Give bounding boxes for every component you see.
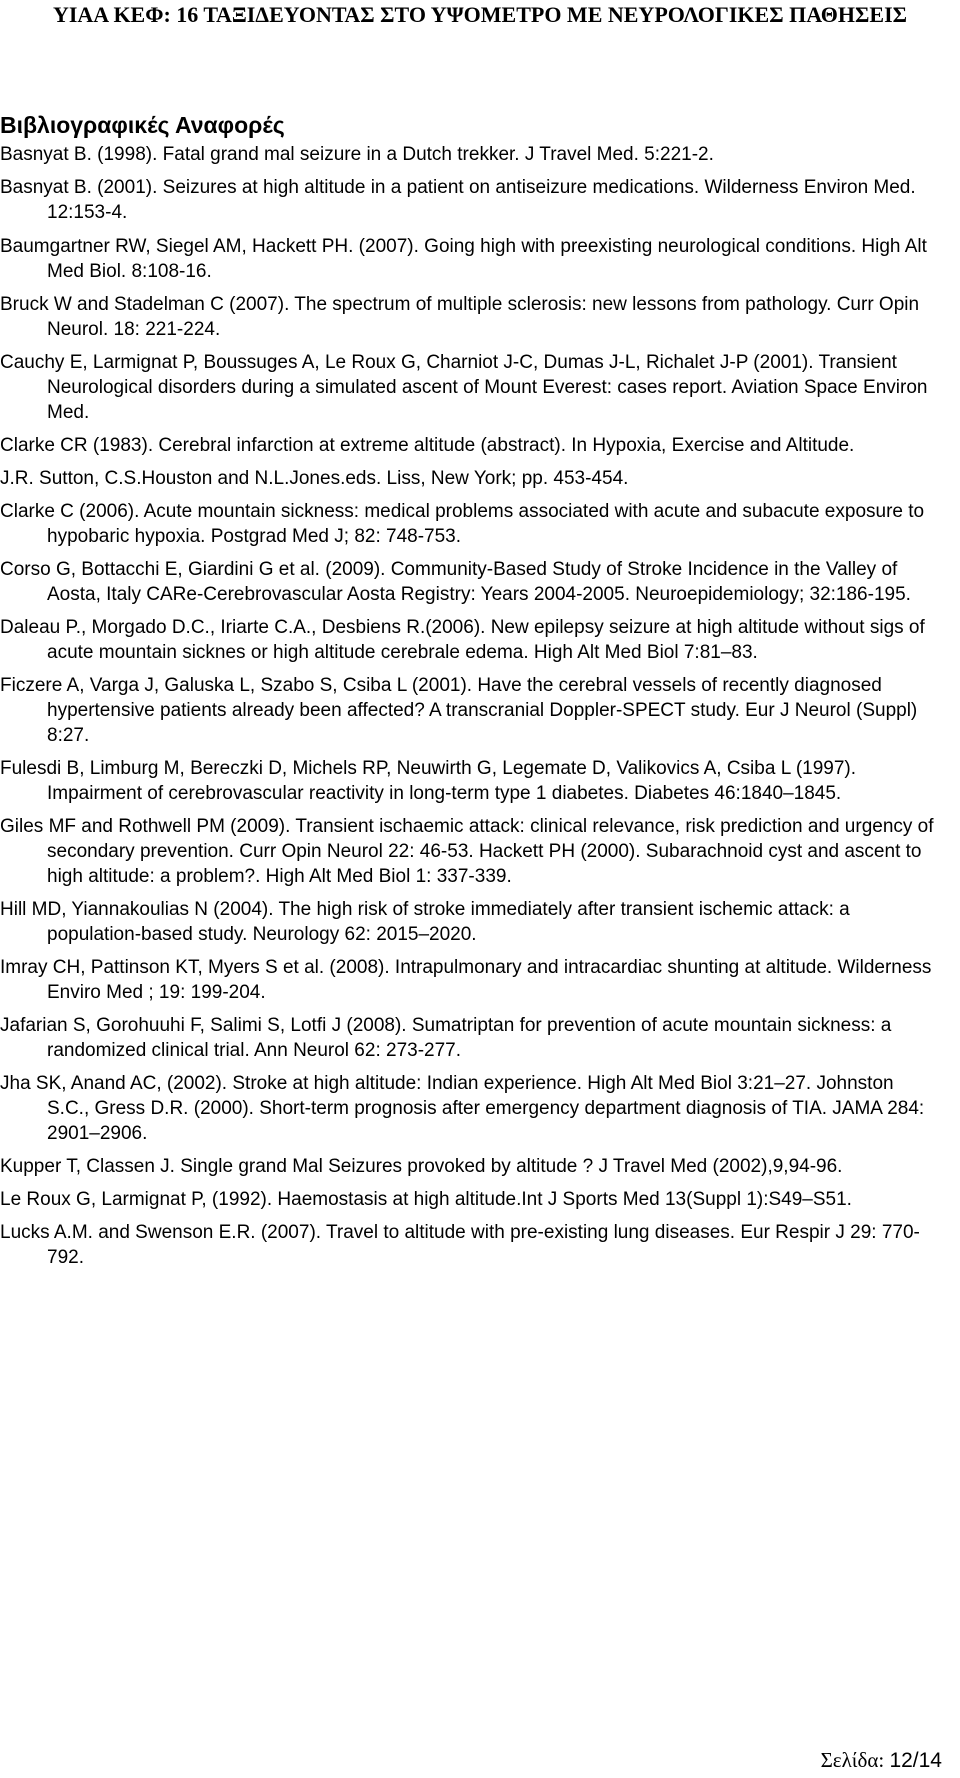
reference-list	[0, 142, 940, 1270]
page-label: Σελίδα:	[820, 1748, 885, 1772]
reference-item: Cauchy E, Larmignat P, Boussuges A, Le Roux G, Charniot J-C, Dumas J-L, Richalet J-P (2001). Transient Neurological disorders during a simulated ascent of Mount Everest: cases report. Aviation Space Environ Med.	[0, 352, 928, 423]
reference-item: Basnyat B. (2001). Seizures at high altitude in a patient on antiseizure medications. Wilderness Environ Med. 12:153-4.	[0, 177, 916, 223]
page-header: ΥΙΑΑ ΚΕΦ: 16 ΤΑΞΙΔΕΥΟΝΤΑΣ ΣΤΟ ΥΨΟΜΕΤΡΟ ΜΕ ΝΕΥΡΟΛΟΓΙΚΕΣ ΠΑΘΗΣΕΙΣ	[52, 2, 908, 27]
reference-item: Jha SK, Anand AC, (2002). Stroke at high altitude: Indian experience. High Alt Med Biol 3:21–27. Johnston S.C., Gress D.R. (2000). Short-term prognosis after emergency department diagnosis of TIA. JAMA 284: 2901–2906.	[0, 1073, 925, 1144]
reference-item: Corso G, Bottacchi E, Giardini G et al. (2009). Community-Based Study of Stroke Incidence in the Valley of Aosta, Italy CARe-Cerebrovascular Aosta Registry: Years 2004-2005. Neuroepidemiology; 32:186-195.	[0, 559, 911, 605]
reference-item: Clarke CR (1983). Cerebral infarction at extreme altitude (abstract). In Hypoxia, Exercise and Altitude.	[0, 435, 855, 456]
reference-item: Bruck W and Stadelman C (2007). The spectrum of multiple sclerosis: new lessons from pathology. Curr Opin Neurol. 18: 221-224.	[0, 294, 920, 340]
page-number	[821, 1748, 942, 1773]
reference-item: Jafarian S, Gorohuuhi F, Salimi S, Lotfi J (2008). Sumatriptan for prevention of acute mountain sickness: a randomized clinical trial. Ann Neurol 62: 273-277.	[0, 1015, 892, 1061]
page-count: 12/14	[889, 1749, 942, 1772]
reference-item: Daleau P., Morgado D.C., Iriarte C.A., Desbiens R.(2006). New epilepsy seizure at high altitude without sigs of acute mountain sicknes or high altitude cerebrale edema. High Alt Med Biol 7:81–83.	[0, 617, 925, 663]
reference-item: Baumgartner RW, Siegel AM, Hackett PH. (2007). Going high with preexisting neurological conditions. High Alt Med Biol. 8:108-16.	[0, 236, 927, 282]
reference-item: Giles MF and Rothwell PM (2009). Transient ischaemic attack: clinical relevance, risk prediction and urgency of secondary prevention. Curr Opin Neurol 22: 46-53. Hackett PH (2000). Subarachnoid cyst and ascent to high altitude: a problem?. High Alt Med Biol 1: 337-339.	[0, 816, 934, 887]
reference-item: Ficzere A, Varga J, Galuska L, Szabo S, Csiba L (2001). Have the cerebral vessels of recently diagnosed hypertensive patients already been affected? A transcranial Doppler-SPECT study. Eur J Neurol (Suppl) 8:27.	[0, 675, 918, 746]
reference-item: Kupper T, Classen J. Single grand Mal Seizures provoked by altitude ? J Travel Med (2002),9,94-96.	[0, 1156, 843, 1177]
reference-item: J.R. Sutton, C.S.Houston and N.L.Jones.eds. Liss, New York; pp. 453-454.	[0, 468, 629, 489]
reference-item: Imray CH, Pattinson KT, Myers S et al. (2008). Intrapulmonary and intracardiac shunting at altitude. Wilderness Enviro Med ; 19: 199-204.	[0, 957, 932, 1003]
reference-item: Le Roux G, Larmignat P, (1992). Haemostasis at high altitude.Int J Sports Med 13(Suppl 1):S49–S51.	[0, 1189, 852, 1210]
reference-item: Basnyat B. (1998). Fatal grand mal seizure in a Dutch trekker. J Travel Med. 5:221-2.	[0, 144, 714, 165]
reference-item: Hill MD, Yiannakoulias N (2004). The high risk of stroke immediately after transient ischemic attack: a population-based study. Neurology 62: 2015–2020.	[0, 899, 850, 945]
reference-item: Fulesdi B, Limburg M, Bereczki D, Michels RP, Neuwirth G, Legemate D, Valikovics A, Csiba L (1997). Impairment of cerebrovascular reactivity in long-term type 1 diabetes. Diabetes 46:1840–1845.	[0, 758, 857, 804]
section-title: Βιβλιογραφικές Αναφορές	[0, 112, 285, 138]
reference-item: Lucks A.M. and Swenson E.R. (2007). Travel to altitude with pre-existing lung diseases. Eur Respir J 29: 770-792.	[0, 1222, 920, 1268]
reference-item: Clarke C (2006). Acute mountain sickness: medical problems associated with acute and subacute exposure to hypobaric hypoxia. Postgrad Med J; 82: 748-753.	[0, 501, 925, 547]
